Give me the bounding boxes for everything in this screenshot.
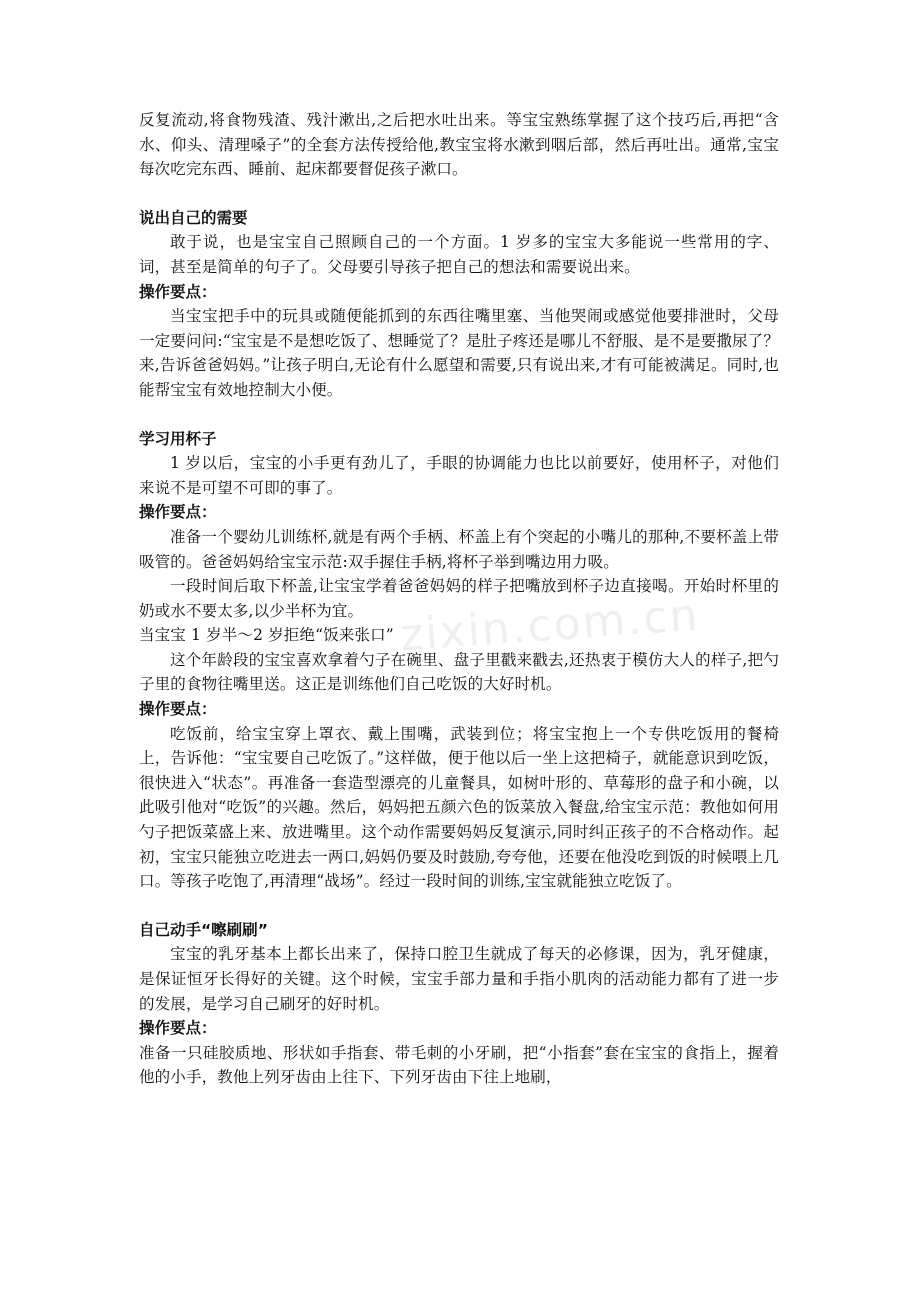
document-page	[139, 108, 779, 1090]
key-points-paragraph: 准备一个婴幼儿训练杯,就是有两个手柄、杯盖上有个突起的小嘴儿的那种,不要杯盖上带吸管的。爸爸妈妈给宝宝示范:双手握住手柄,将杯子举到嘴边用力吸。	[139, 527, 779, 571]
section-brush-teeth	[139, 918, 779, 1090]
section-heading: 自己动手“嚓刷刷”	[139, 920, 268, 939]
key-points-paragraph: 准备一只硅胶质地、形状如手指套、带毛刺的小牙刷，把“小指套”套在宝宝的食指上，握着他的小手，教他上列牙齿由上往下、下列牙齿由下往上地刷，	[139, 1043, 779, 1087]
section-express-needs	[139, 206, 779, 403]
section-heading: 当宝宝 1 岁半～2 岁拒绝“饭来张口”	[139, 626, 394, 645]
section-heading: 学习用杯子	[139, 429, 217, 448]
key-points-label: 操作要点：	[139, 282, 217, 301]
intro-paragraph: 反复流动,将食物残渣、残汁漱出,之后把水吐出来。等宝宝熟练掌握了这个技巧后,再把“含水、仰头、清理嗓子”的全套方法传授给他,教宝宝将水漱到咽后部，然后再吐出。通常,宝宝 每次吃完东西、睡前、起床都要督促孩子漱口。	[139, 111, 779, 179]
key-points-label: 操作要点：	[139, 1019, 217, 1038]
key-points-paragraph: 一段时间后取下杯盖,让宝宝学着爸爸妈妈的样子把嘴放到杯子边直接喝。开始时杯里的奶或水不要太多,以少半杯为宜。	[139, 577, 779, 620]
key-points-label: 操作要点：	[139, 700, 217, 719]
section-intro: 这个年龄段的宝宝喜欢拿着勺子在碗里、盘子里戳来戳去,还热衷于模仿大人的样子,把勺子里的食物往嘴里送。这正是训练他们自己吃饭的大好时机。	[139, 650, 779, 694]
section-intro: 敢于说，也是宝宝自己照顾自己的一个方面。1 岁多的宝宝大多能说一些常用的字、词，甚至是简单的句子了。父母要引导孩子把自己的想法和需要说出来。	[139, 233, 779, 276]
key-points-label: 操作要点：	[139, 503, 217, 522]
watermark: zixin.com.cn	[398, 589, 701, 662]
section-use-cup	[139, 427, 779, 624]
section-heading: 说出自己的需要	[139, 208, 248, 227]
key-points-paragraph: 当宝宝把手中的玩具或随便能抓到的东西往嘴里塞、当他哭闹或感觉他要排泄时，父母一定要问问:“宝宝是不是想吃饭了、想睡觉了？是肚子疼还是哪儿不舒服、是不是要撒尿了？来,告诉爸爸妈妈。”让孩子明白,无论有什么愿望和需要,只有说出来,才有可能被满足。同时,也能帮宝宝有效地控制大小便。	[139, 307, 779, 399]
section-self-feeding	[139, 623, 779, 894]
section-intro: 宝宝的乳牙基本上都长出来了，保持口腔卫生就成了每天的必修课，因为，乳牙健康，是保证恒牙长得好的关键。这个时候，宝宝手部力量和手指小肌肉的活动能力都有了进一步的发展，是学习自己刷牙的好时机。	[139, 945, 779, 1013]
key-points-paragraph: 吃饭前，给宝宝穿上罩衣、戴上围嘴，武装到位；将宝宝抱上一个专供吃饭用的餐椅上，告诉他：“宝宝要自己吃饭了。”这样做，便于他以后一坐上这把椅子，就能意识到吃饭，很快进入“状态”。再准备一套造型漂亮的儿童餐具，如树叶形的、草莓形的盘子和小碗，以此吸引他对“吃饭”的兴趣。然后，妈妈把五颜六色的饭菜放入餐盘,给宝宝示范：教他如何用勺子把饭菜盛上来、放进嘴里。这个动作需要妈妈反复演示,同时纠正孩子的不合格动作。起初，宝宝只能独立吃进去一两口,妈妈仍要及时鼓励,夸夸他，还要在他没吃到饭的时候喂上几口。等孩子吃饱了,再清理“战场”。经过一段时间的训练,宝宝就能独立吃饭了。	[139, 724, 779, 891]
section-intro: 1 岁以后，宝宝的小手更有劲儿了，手眼的协调能力也比以前要好，使用杯子，对他们来说不是可望不可即的事了。	[139, 454, 779, 497]
